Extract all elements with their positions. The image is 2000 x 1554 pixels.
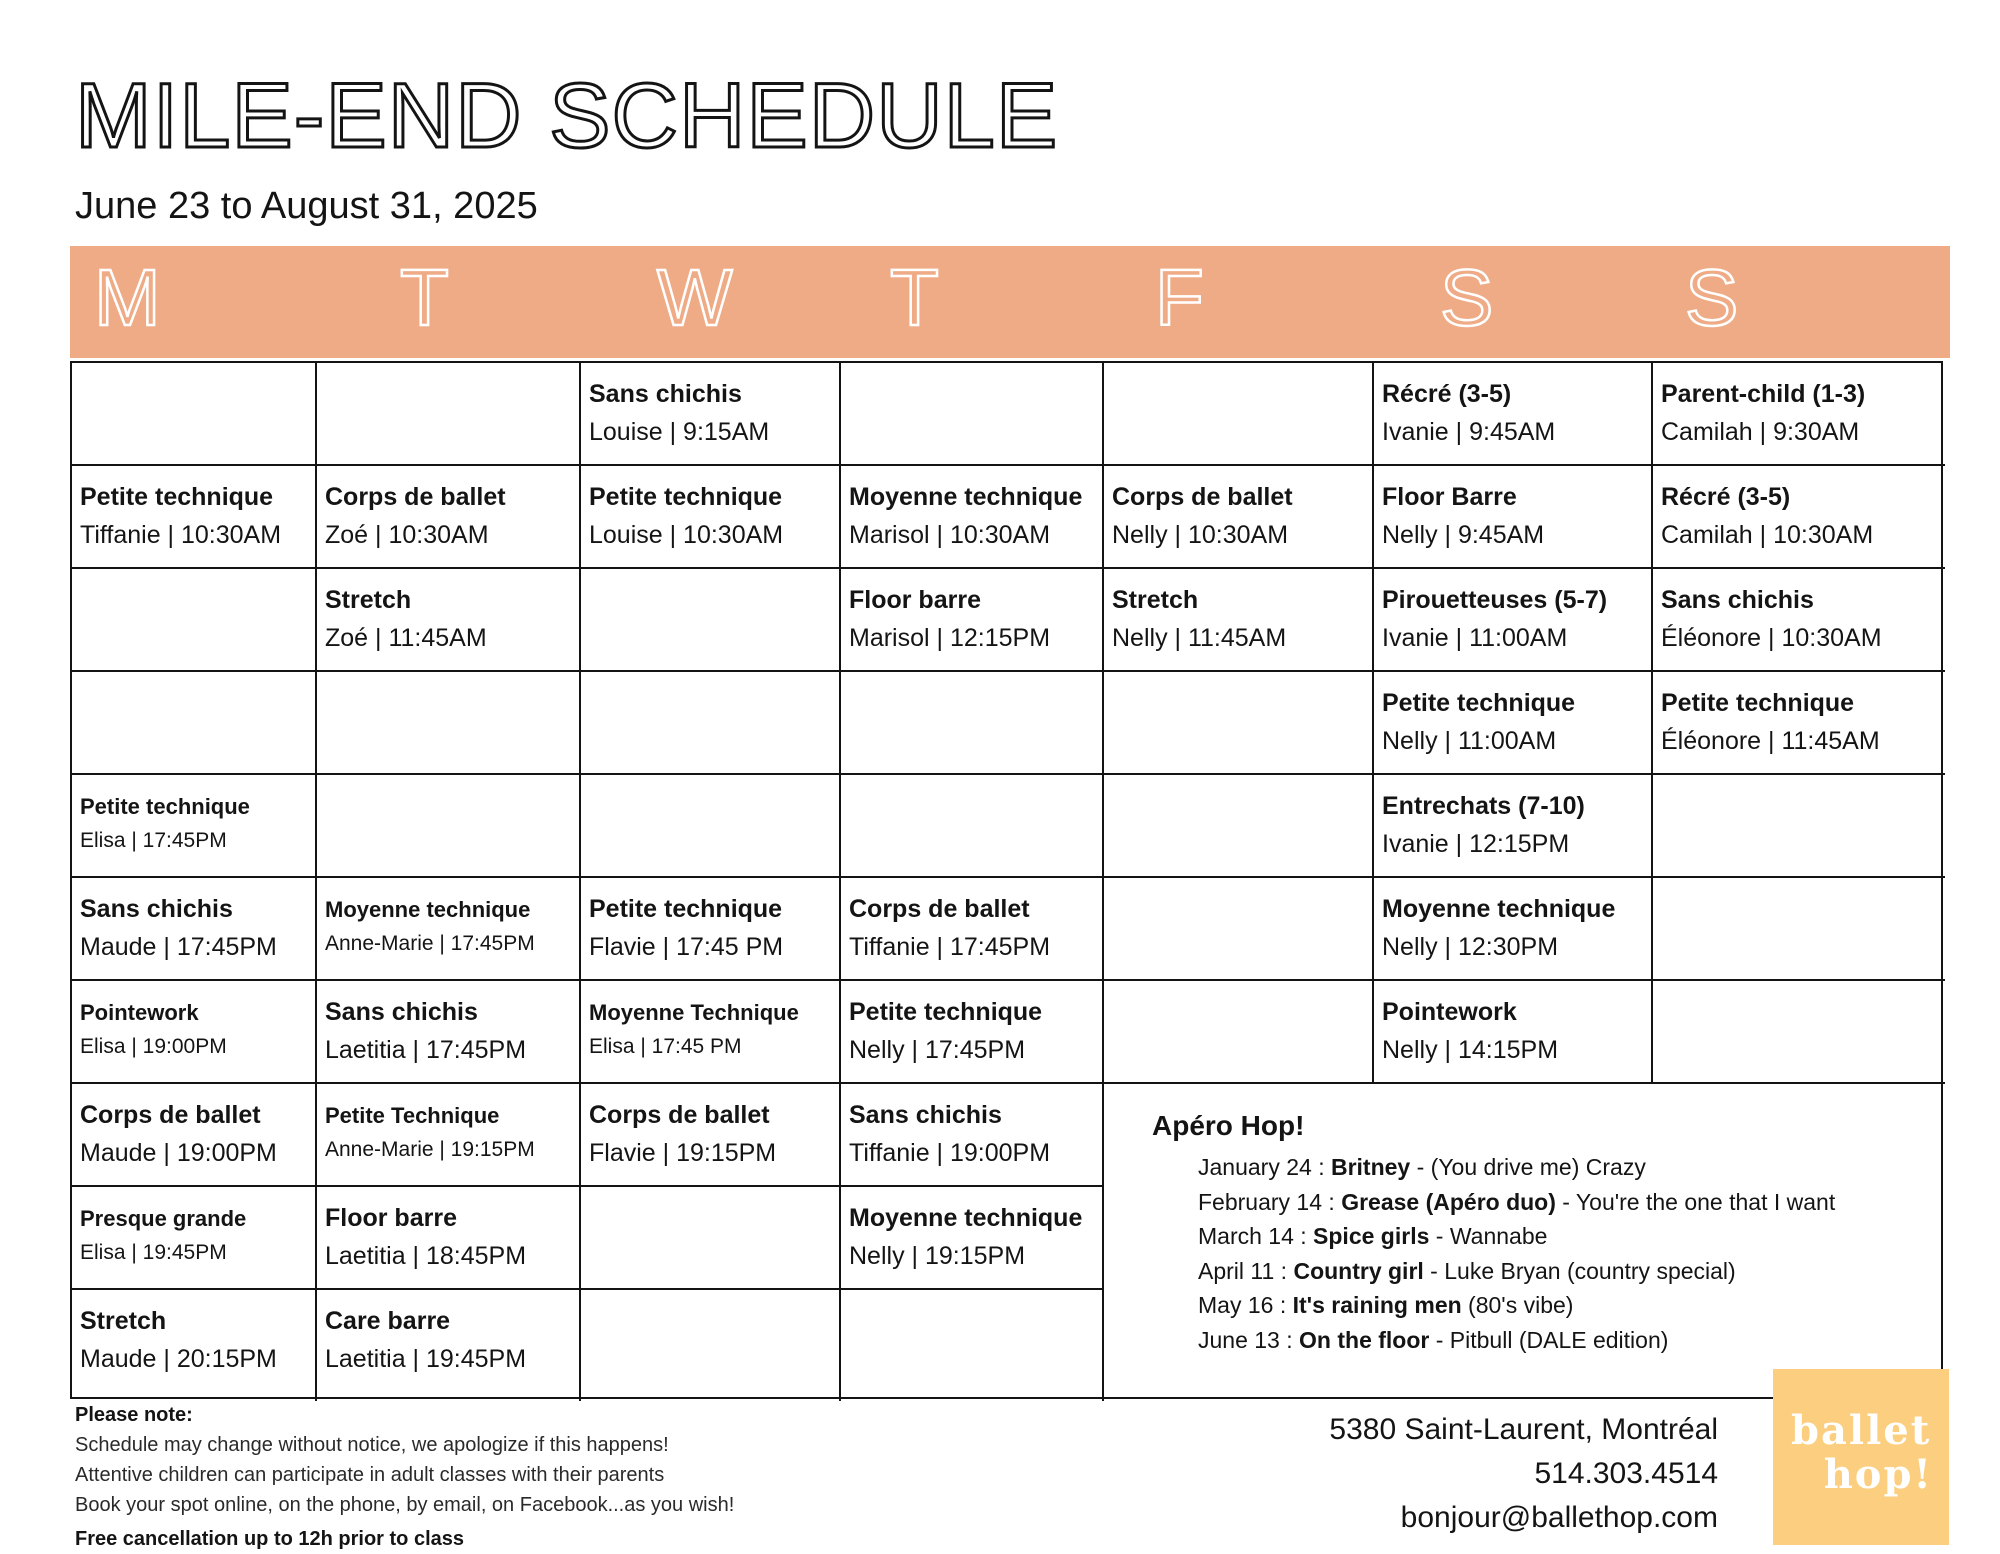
class-teacher-time: Nelly | 14:15PM (1382, 1036, 1559, 1064)
class-name: Stretch (325, 586, 412, 614)
class-slot (317, 981, 581, 1084)
class-slot (317, 466, 581, 569)
empty-slot (1653, 775, 1945, 878)
class-slot (841, 878, 1104, 981)
class-name: Entrechats (7-10) (1382, 792, 1585, 820)
apero-event (1152, 1150, 1945, 1185)
event-theme: Spice girls (1313, 1223, 1430, 1249)
class-teacher-time: Éléonore | 10:30AM (1661, 624, 1882, 652)
class-slot (1653, 672, 1945, 775)
class-teacher-time: Marisol | 12:15PM (849, 624, 1051, 652)
class-slot (1374, 981, 1653, 1084)
empty-slot (1104, 981, 1374, 1084)
contact-info (1329, 1408, 1718, 1540)
class-slot (317, 878, 581, 981)
class-name: Sans chichis (80, 895, 233, 923)
class-name: Moyenne Technique (589, 1000, 799, 1025)
empty-slot (841, 363, 1104, 466)
class-name: Petite technique (589, 895, 783, 923)
empty-slot (317, 775, 581, 878)
class-name: Corps de ballet (1112, 483, 1293, 511)
class-slot (1374, 363, 1653, 466)
class-teacher-time: Laetitia | 17:45PM (325, 1036, 527, 1064)
empty-slot (72, 569, 317, 672)
apero-event (1152, 1288, 1945, 1323)
class-teacher-time: Laetitia | 18:45PM (325, 1242, 527, 1270)
date-range: June 23 to August 31, 2025 (75, 185, 538, 227)
empty-slot (317, 672, 581, 775)
class-teacher-time: Ivanie | 12:15PM (1382, 830, 1570, 858)
class-teacher-time: Nelly | 11:00AM (1382, 727, 1557, 755)
class-teacher-time: Flavie | 17:45 PM (589, 933, 784, 961)
class-name: Moyenne technique (849, 1204, 1083, 1232)
class-teacher-time: Zoé | 10:30AM (325, 521, 489, 549)
event-date: May 16 : (1198, 1292, 1293, 1318)
contact-address: 5380 Saint-Laurent, Montréal (1329, 1413, 1718, 1446)
class-teacher-time: Maude | 17:45PM (80, 933, 277, 961)
class-slot (581, 363, 841, 466)
day-letter-thursday: T (890, 253, 939, 342)
empty-slot (841, 775, 1104, 878)
class-name: Parent-child (1-3) (1661, 380, 1866, 408)
class-teacher-time: Elisa | 19:45PM (80, 1241, 227, 1264)
class-teacher-time: Nelly | 9:45AM (1382, 521, 1545, 549)
event-detail: - Luke Bryan (country special) (1423, 1257, 1736, 1284)
empty-slot (841, 1290, 1104, 1401)
empty-slot (581, 775, 841, 878)
empty-slot (1104, 672, 1374, 775)
apero-hop-events (1152, 1150, 1945, 1357)
class-slot (72, 981, 317, 1084)
note-line: Book your spot online, on the phone, by email, on Facebook...as you wish! (75, 1494, 735, 1516)
empty-slot (581, 569, 841, 672)
class-teacher-time: Flavie | 19:15PM (589, 1139, 777, 1167)
event-date: January 24 : (1198, 1154, 1331, 1180)
class-name: Moyenne technique (849, 483, 1083, 511)
class-slot (1653, 569, 1945, 672)
class-slot (72, 1187, 317, 1290)
class-teacher-time: Tiffanie | 19:00PM (849, 1139, 1051, 1167)
notes-heading: Please note: (75, 1404, 193, 1426)
event-detail: (80's vibe) (1461, 1292, 1574, 1318)
event-theme: On the floor (1299, 1326, 1430, 1353)
class-slot (1374, 775, 1653, 878)
class-name: Petite technique (1661, 689, 1855, 717)
class-teacher-time: Nelly | 10:30AM (1112, 521, 1289, 549)
class-slot (1374, 672, 1653, 775)
apero-event (1152, 1323, 1945, 1358)
class-slot (1104, 569, 1374, 672)
empty-slot (581, 672, 841, 775)
empty-slot (1653, 981, 1945, 1084)
event-theme: Britney (1330, 1154, 1411, 1180)
empty-slot (1104, 878, 1374, 981)
contact-email: bonjour@ballethop.com (1400, 1501, 1718, 1534)
class-teacher-time: Elisa | 17:45PM (80, 829, 227, 852)
class-teacher-time: Ivanie | 11:00AM (1382, 624, 1568, 652)
logo-text-line1: ballet (1791, 1407, 1932, 1454)
empty-slot (841, 672, 1104, 775)
class-name: Stretch (1112, 586, 1199, 614)
class-slot (317, 569, 581, 672)
class-teacher-time: Maude | 20:15PM (80, 1345, 277, 1373)
class-slot (581, 1084, 841, 1187)
class-slot (1374, 466, 1653, 569)
event-date: March 14 : (1198, 1223, 1314, 1249)
event-date: June 13 : (1198, 1326, 1300, 1353)
cancellation-note: Free cancellation up to 12h prior to class (75, 1528, 464, 1550)
empty-slot (317, 363, 581, 466)
class-slot (72, 878, 317, 981)
class-name: Moyenne technique (325, 897, 531, 922)
empty-slot (72, 363, 317, 466)
class-teacher-time: Elisa | 19:00PM (80, 1035, 227, 1058)
class-name: Petite technique (80, 483, 274, 511)
class-teacher-time: Anne-Marie | 17:45PM (325, 932, 535, 955)
note-line: Attentive children can participate in adult classes with their parents (75, 1464, 665, 1486)
class-name: Récré (3-5) (1661, 483, 1791, 511)
class-slot (1653, 466, 1945, 569)
class-name: Sans chichis (325, 998, 478, 1026)
notes-section (75, 1400, 734, 1554)
day-letter-friday: F (1155, 253, 1204, 342)
apero-event (1152, 1254, 1945, 1289)
class-teacher-time: Éléonore | 11:45AM (1661, 727, 1880, 755)
apero-event (1152, 1219, 1945, 1254)
day-letter-saturday: S (1440, 253, 1494, 342)
class-slot (841, 466, 1104, 569)
apero-hop-panel (1104, 1084, 1945, 1401)
contact-phone: 514.303.4514 (1534, 1457, 1718, 1490)
schedule-grid (70, 361, 1943, 1399)
event-date: February 14 : (1198, 1188, 1342, 1215)
class-name: Stretch (80, 1307, 167, 1335)
class-teacher-time: Nelly | 19:15PM (849, 1242, 1026, 1270)
empty-slot (1104, 775, 1374, 878)
class-slot (317, 1187, 581, 1290)
day-letter-tuesday: T (400, 253, 449, 342)
class-teacher-time: Tiffanie | 17:45PM (849, 933, 1051, 961)
event-detail: - Pitbull (DALE edition) (1429, 1326, 1669, 1353)
class-name: Récré (3-5) (1382, 380, 1512, 408)
class-slot (1104, 466, 1374, 569)
class-slot (581, 878, 841, 981)
class-teacher-time: Camilah | 10:30AM (1661, 521, 1874, 549)
class-name: Sans chichis (849, 1101, 1002, 1129)
class-slot (317, 1290, 581, 1401)
event-theme: Country girl (1293, 1257, 1424, 1284)
class-slot (72, 1084, 317, 1187)
class-slot (72, 775, 317, 878)
class-slot (581, 466, 841, 569)
class-name: Sans chichis (589, 380, 742, 408)
day-letter-wednesday: W (657, 253, 733, 342)
class-name: Pointework (80, 1000, 199, 1025)
class-teacher-time: Ivanie | 9:45AM (1382, 418, 1556, 446)
class-name: Pointework (1382, 998, 1517, 1026)
class-slot (841, 1187, 1104, 1290)
class-slot (1374, 878, 1653, 981)
class-name: Petite technique (1382, 689, 1576, 717)
class-teacher-time: Tiffanie | 10:30AM (80, 521, 282, 549)
class-slot (581, 981, 841, 1084)
event-detail: - (You drive me) Crazy (1410, 1154, 1646, 1180)
class-slot (841, 569, 1104, 672)
class-teacher-time: Elisa | 17:45 PM (589, 1035, 742, 1058)
event-detail: - You're the one that I want (1555, 1188, 1836, 1215)
day-letter-sunday: S (1685, 253, 1739, 342)
class-teacher-time: Marisol | 10:30AM (849, 521, 1051, 549)
class-teacher-time: Maude | 19:00PM (80, 1139, 277, 1167)
class-name: Corps de ballet (80, 1101, 261, 1129)
class-teacher-time: Camilah | 9:30AM (1661, 418, 1860, 446)
class-name: Corps de ballet (589, 1101, 770, 1129)
empty-slot (1653, 878, 1945, 981)
note-line: Schedule may change without notice, we apologize if this happens! (75, 1434, 669, 1456)
logo-text-line2: hop! (1823, 1451, 1933, 1498)
event-theme: It's raining men (1292, 1292, 1462, 1318)
empty-slot (1104, 363, 1374, 466)
class-name: Petite technique (589, 483, 783, 511)
class-name: Floor barre (849, 586, 981, 614)
page-title: MILE-END SCHEDULE (75, 65, 1059, 167)
class-name: Floor barre (325, 1204, 457, 1232)
class-name: Moyenne technique (1382, 895, 1616, 923)
class-name: Pirouetteuses (5-7) (1382, 586, 1608, 614)
class-slot (1653, 363, 1945, 466)
class-name: Petite Technique (325, 1103, 500, 1128)
class-teacher-time: Zoé | 11:45AM (325, 624, 487, 652)
class-name: Corps de ballet (849, 895, 1030, 923)
class-name: Presque grande (80, 1206, 247, 1231)
ballet-hop-logo (1773, 1369, 1949, 1545)
class-teacher-time: Nelly | 11:45AM (1112, 624, 1287, 652)
class-teacher-time: Nelly | 12:30PM (1382, 933, 1559, 961)
day-letter-monday: M (94, 253, 161, 342)
class-teacher-time: Laetitia | 19:45PM (325, 1345, 527, 1373)
class-name: Care barre (325, 1307, 451, 1335)
event-date: April 11 : (1198, 1257, 1294, 1284)
class-slot (841, 1084, 1104, 1187)
class-name: Petite technique (849, 998, 1043, 1026)
class-slot (72, 1290, 317, 1401)
weekday-header (70, 246, 1950, 358)
class-slot (317, 1084, 581, 1187)
class-slot (72, 466, 317, 569)
class-slot (841, 981, 1104, 1084)
empty-slot (72, 672, 317, 775)
empty-slot (581, 1187, 841, 1290)
class-name: Petite technique (80, 794, 250, 819)
event-detail: - Wannabe (1429, 1223, 1548, 1249)
apero-hop-title: Apéro Hop! (1152, 1110, 1305, 1141)
class-teacher-time: Nelly | 17:45PM (849, 1036, 1026, 1064)
class-name: Corps de ballet (325, 483, 506, 511)
class-teacher-time: Louise | 9:15AM (589, 418, 770, 446)
class-name: Floor Barre (1382, 483, 1517, 511)
event-theme: Grease (Apéro duo) (1341, 1188, 1556, 1215)
class-teacher-time: Anne-Marie | 19:15PM (325, 1138, 535, 1161)
empty-slot (581, 1290, 841, 1401)
class-name: Sans chichis (1661, 586, 1814, 614)
apero-event (1152, 1185, 1945, 1220)
class-slot (1374, 569, 1653, 672)
class-teacher-time: Louise | 10:30AM (589, 521, 784, 549)
